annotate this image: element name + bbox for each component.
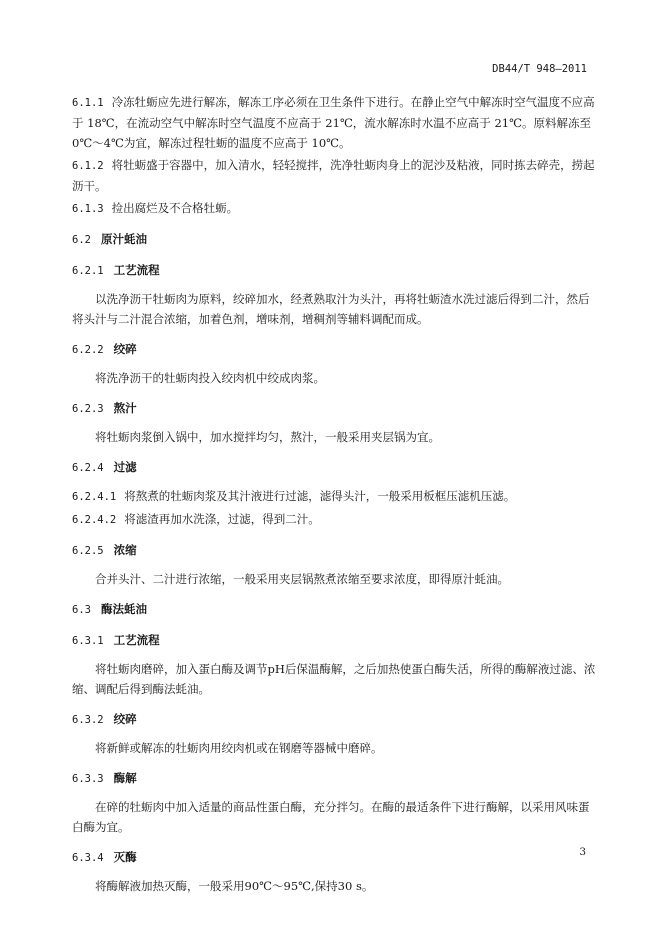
heading-title: 原汁蚝油 (100, 232, 147, 246)
section-heading (72, 260, 597, 281)
paragraph: 将牡蛎肉磨碎，加入蛋白酶及调节pH后保温酶解，之后加热使蛋白酶失活，所得的酶解液过滤、浓缩、调配后得到酶法蚝油。 (72, 662, 596, 696)
section-heading (72, 398, 597, 419)
section-heading (72, 599, 597, 620)
section-heading (72, 768, 597, 789)
section-heading (72, 847, 597, 868)
paragraph: 将牡蛎肉浆倒入锅中，加水搅拌均匀，熬汁，一般采用夹层锅为宜。 (95, 430, 440, 444)
section-heading (72, 457, 597, 478)
clause (72, 509, 597, 530)
clause (72, 486, 597, 507)
clause-number: 6.2.5 (72, 545, 104, 557)
clause-text: 将熬煮的牡蛎肉浆及其汁液进行过滤，滤得头汁，一般采用板框压滤机压滤。 (124, 489, 516, 503)
clause-number: 6.2.1 (72, 265, 104, 277)
paragraph: 将洗净沥干的牡蛎肉投入绞肉机中绞成肉浆。 (95, 371, 325, 385)
heading-title: 工艺流程 (113, 633, 160, 647)
section-heading (72, 229, 597, 250)
clause-text: 将牡蛎盛于容器中，加入清水，轻轻搅拌，洗净牡蛎肉身上的泥沙及粘液，同时拣去碎壳，捞起沥干。 (72, 158, 595, 193)
heading-title: 熬汁 (113, 401, 137, 415)
heading-title: 酶解 (113, 771, 137, 785)
paragraph: 合并头汁、二汁进行浓缩，一般采用夹层锅熬煮浓缩至要求浓度，即得原汁蚝油。 (95, 572, 509, 586)
heading-title: 绞碎 (113, 342, 137, 356)
clause-number: 6.1.1 (72, 97, 104, 109)
clause-text: 冷冻牡蛎应先进行解冻，解冻工序必须在卫生条件下进行。在静止空气中解冻时空气温度不应高于 18℃，在流动空气中解冻时空气温度不应高于 21℃，流水解冻时水温不应高于 21℃。原料解冻至 0℃～4℃为宜，解冻过程牡蛎的温度不应高于 10℃。 (72, 95, 595, 150)
heading-title: 过滤 (113, 460, 137, 474)
clause-number: 6.2 (72, 234, 91, 246)
section-heading (72, 339, 597, 360)
clause-number: 6.2.4.2 (72, 514, 117, 526)
paragraph: 以洗净沥干牡蛎肉为原料，绞碎加水，经煮熟取汁为头汁，再将牡蛎渣水洗过滤后得到二汁，然后将头汁与二汁混合浓缩，加着色剂，增味剂，增稠剂等辅料调配而成。 (72, 292, 590, 326)
section-heading (72, 540, 597, 561)
clause-number: 6.2.4.1 (72, 491, 117, 503)
heading-title: 酶法蚝油 (100, 602, 147, 616)
document-code: DB44/T 948—2011 (492, 63, 587, 75)
clause (72, 92, 597, 153)
clause-number: 6.2.3 (72, 403, 104, 415)
clause-number: 6.3.1 (72, 635, 104, 647)
page-number: 3 (579, 846, 586, 858)
paragraph: 在碎的牡蛎肉中加入适量的商品性蛋白酶，充分拌匀。在酶的最适条件下进行酶解，以采用风味蛋白酶为宜。 (72, 800, 590, 834)
clause-number: 6.1.2 (72, 160, 104, 172)
clause-number: 6.3.3 (72, 773, 104, 785)
heading-title: 绞碎 (113, 712, 137, 726)
heading-title: 浓缩 (113, 543, 137, 557)
paragraph: 将酶解液加热灭酶，一般采用90℃～95℃,保持30 s。 (95, 879, 374, 893)
clause-text: 将滤渣再加水洗涤，过滤，得到二汁。 (124, 512, 320, 526)
paragraph: 将新鲜或解冻的牡蛎肉用绞肉机或在钢磨等器械中磨碎。 (95, 741, 383, 755)
section-heading (72, 630, 597, 651)
clause (72, 155, 597, 196)
heading-title: 工艺流程 (113, 263, 160, 277)
clause (72, 198, 597, 219)
clause-number: 6.3.4 (72, 852, 104, 864)
clause-number: 6.3 (72, 604, 91, 616)
clause-number: 6.3.2 (72, 714, 104, 726)
clause-number: 6.1.3 (72, 203, 104, 215)
clause-number: 6.2.4 (72, 462, 104, 474)
heading-title: 灭酶 (113, 850, 137, 864)
clause-number: 6.2.2 (72, 344, 104, 356)
section-heading (72, 709, 597, 730)
clause-text: 捡出腐烂及不合格牡蛎。 (111, 201, 239, 215)
document-body (72, 92, 597, 902)
